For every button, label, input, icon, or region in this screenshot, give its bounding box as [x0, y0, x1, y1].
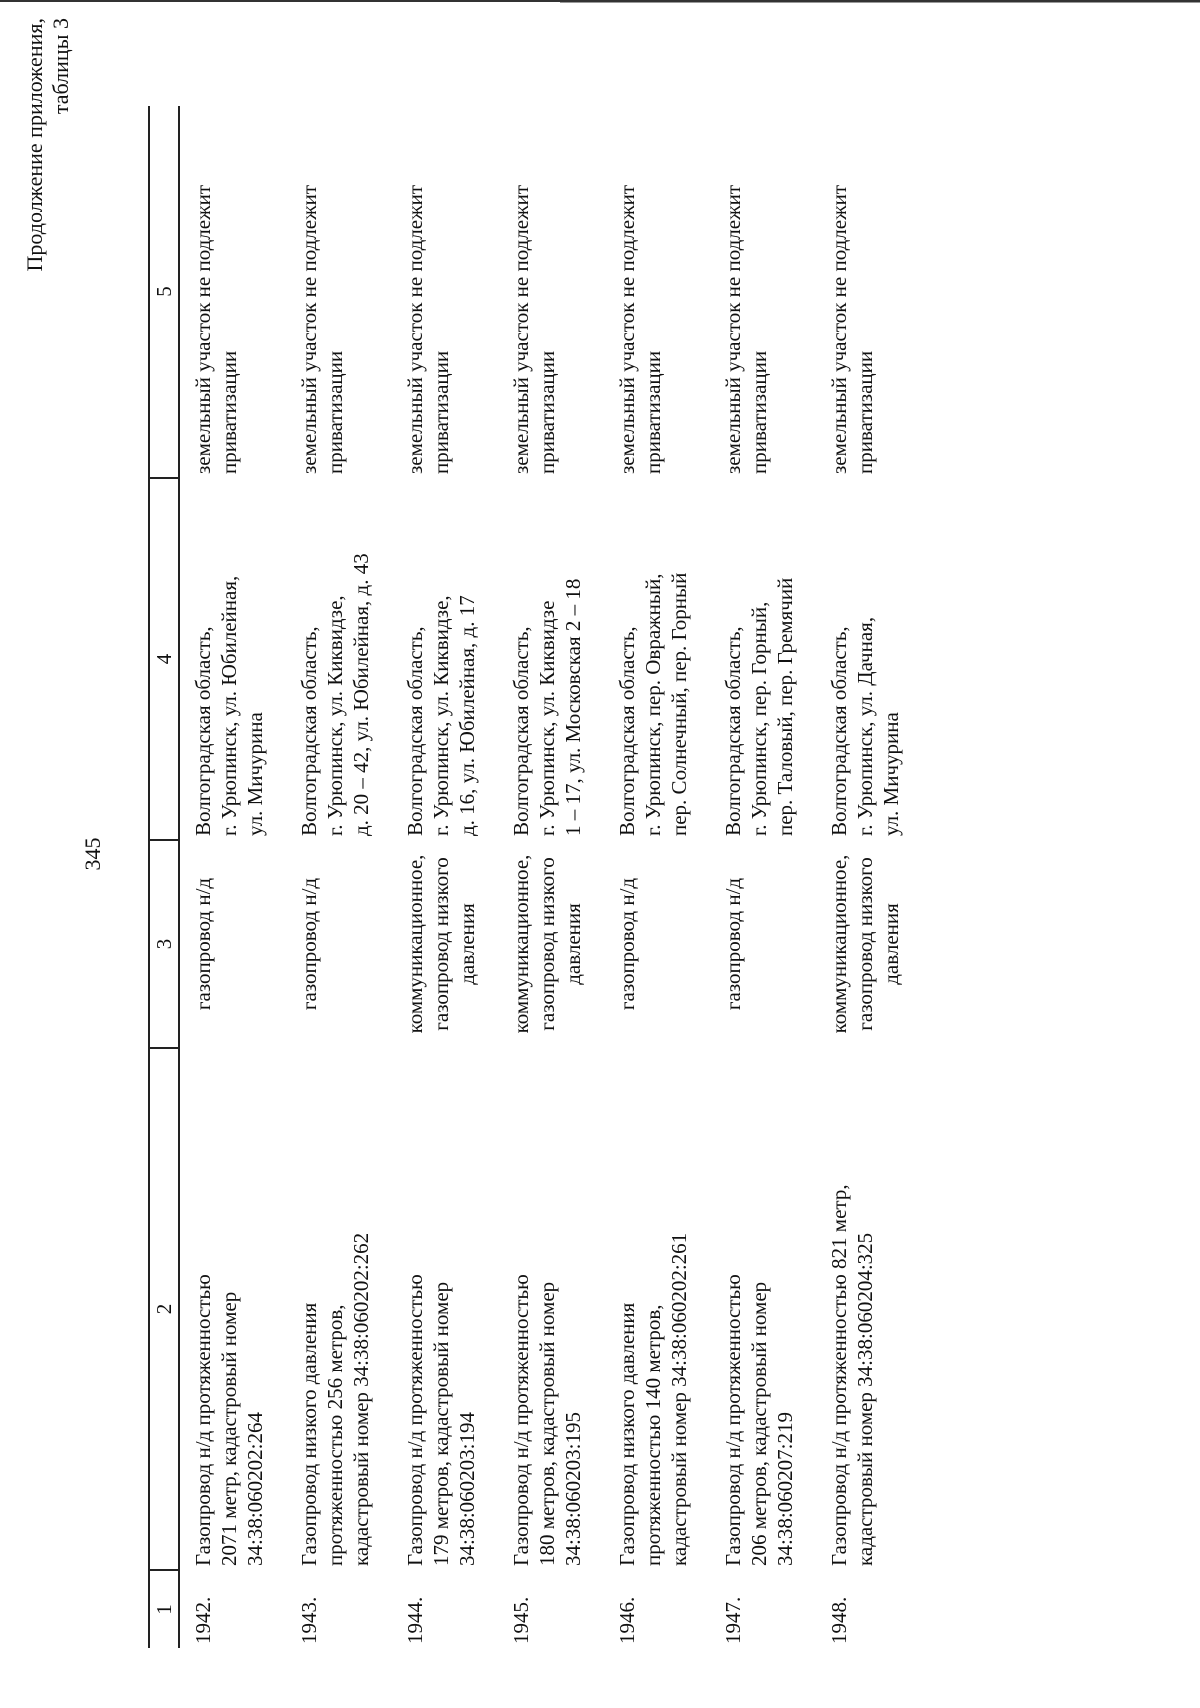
- object-description-line: кадастровый номер 34:38:060202:261: [667, 1232, 691, 1566]
- object-address-line: г. Урюпинск, ул. Киквидзе,: [323, 595, 347, 836]
- object-type-line: коммуникационное,: [827, 854, 851, 1034]
- object-type: [816, 840, 922, 1048]
- table-row: [392, 106, 498, 1648]
- object-address-line: г. Урюпинск, ул. Киквидзе,: [429, 595, 453, 836]
- object-type-line: газопровод низкого: [535, 857, 559, 1031]
- row-number: 1944.: [403, 1596, 427, 1644]
- column-header-5: 5: [149, 106, 179, 478]
- object-address-line: г. Урюпинск, ул. Киквидзе: [535, 600, 559, 836]
- object-address-line: г. Урюпинск, ул. Юбилейная,: [217, 575, 241, 836]
- table-row: [710, 106, 816, 1648]
- continuation-line-2: таблицы 3: [48, 18, 73, 115]
- privatization-note-line: приватизации: [853, 350, 877, 474]
- table-row: [498, 106, 604, 1648]
- table-row: [286, 106, 392, 1648]
- object-address-line: Волгоградская область,: [615, 626, 639, 836]
- privatization-note-line: земельный участок не подлежит: [297, 184, 321, 474]
- continuation-line-1: Продолжение приложения,: [22, 18, 47, 272]
- object-type: [498, 840, 604, 1048]
- object-description: [816, 1048, 922, 1570]
- object-address-line: пер. Таловый, пер. Гремячий: [773, 577, 797, 836]
- object-description-line: 34:38:060203:195: [561, 1411, 585, 1566]
- object-description-line: 34:38:060202:264: [243, 1411, 267, 1566]
- object-address: [498, 478, 604, 840]
- table-body: [179, 106, 922, 1648]
- object-address-line: г. Урюпинск, пер. Горный,: [747, 601, 771, 836]
- object-address: [604, 478, 710, 840]
- privatization-note-line: приватизации: [217, 350, 241, 474]
- object-type-line: давления: [879, 903, 903, 985]
- object-address-line: д. 20 – 42, ул. Юбилейная, д. 43: [349, 553, 373, 836]
- object-description-line: 34:38:060207:219: [773, 1411, 797, 1566]
- object-address-line: г. Урюпинск, пер. Овражный,: [641, 573, 665, 836]
- object-type-line: коммуникационное,: [509, 854, 533, 1034]
- object-type: [286, 840, 392, 1048]
- row-number: 1943.: [297, 1596, 321, 1644]
- object-description: [604, 1048, 710, 1570]
- object-description-line: Газопровод н/д протяженностью: [509, 1274, 533, 1566]
- object-description-line: протяженностью 256 метров,: [323, 1304, 347, 1566]
- privatization-note-line: приватизации: [323, 350, 347, 474]
- object-description-line: кадастровый номер 34:38:060204:325: [853, 1232, 877, 1566]
- object-type-line: газопровод низкого: [853, 857, 877, 1031]
- object-description-line: 34:38:060203:194: [455, 1411, 479, 1566]
- privatization-note: [286, 106, 392, 478]
- row-number: 1947.: [721, 1596, 745, 1644]
- privatization-note: [816, 106, 922, 478]
- row-number: 1945.: [509, 1596, 533, 1644]
- object-address: [179, 478, 286, 840]
- object-description-line: кадастровый номер 34:38:060202:262: [349, 1232, 373, 1566]
- column-header-4: 4: [149, 478, 179, 840]
- object-description-line: 206 метров, кадастровый номер: [747, 1281, 771, 1566]
- object-address-line: Волгоградская область,: [827, 626, 851, 836]
- object-description: [179, 1048, 286, 1570]
- column-header-3: 3: [149, 840, 179, 1048]
- object-description-line: 179 метров, кадастровый номер: [429, 1281, 453, 1566]
- object-description: [286, 1048, 392, 1570]
- object-address-line: Волгоградская область,: [509, 626, 533, 836]
- object-description: [498, 1048, 604, 1570]
- object-type: [604, 840, 710, 1048]
- object-address-line: Волгоградская область,: [191, 626, 215, 836]
- object-description: [710, 1048, 816, 1570]
- object-address-line: пер. Солнечный, пер. Горный: [667, 572, 691, 836]
- privatization-note-line: земельный участок не подлежит: [509, 184, 533, 474]
- continuation-note: [22, 18, 74, 318]
- object-description: [392, 1048, 498, 1570]
- object-address-line: 1 – 17, ул. Московская 2 – 18: [561, 578, 585, 836]
- object-description-line: Газопровод низкого давления: [297, 1302, 321, 1566]
- privatization-note-line: земельный участок не подлежит: [827, 184, 851, 474]
- object-address-line: ул. Мичурина: [879, 712, 903, 836]
- object-type: [392, 840, 498, 1048]
- privatization-note: [179, 106, 286, 478]
- object-address-line: Волгоградская область,: [721, 626, 745, 836]
- object-description-line: Газопровод н/д протяженностью 821 метр,: [827, 1184, 851, 1566]
- table-row: [179, 106, 286, 1648]
- object-address-line: д. 16, ул. Юбилейная, д. 17: [455, 595, 479, 836]
- privatization-note: [392, 106, 498, 478]
- object-type-line: газопровод низкого: [429, 857, 453, 1031]
- object-address: [710, 478, 816, 840]
- privatization-note-line: приватизации: [641, 350, 665, 474]
- table-row: [816, 106, 922, 1648]
- object-address-line: ул. Мичурина: [243, 712, 267, 836]
- object-address: [816, 478, 922, 840]
- object-type-line: давления: [455, 903, 479, 985]
- object-description-line: Газопровод н/д протяженностью: [721, 1274, 745, 1566]
- object-description-line: протяженностью 140 метров,: [641, 1304, 665, 1566]
- object-description-line: Газопровод низкого давления: [615, 1302, 639, 1566]
- object-address: [392, 478, 498, 840]
- object-type: [179, 840, 286, 1048]
- object-type-line: газопровод н/д: [191, 877, 215, 1011]
- data-table: [148, 106, 922, 1648]
- object-description-line: Газопровод н/д протяженностью: [191, 1274, 215, 1566]
- object-type-line: газопровод н/д: [297, 877, 321, 1011]
- object-description-line: Газопровод н/д протяженностью: [403, 1274, 427, 1566]
- object-description-line: 2071 метр, кадастровый номер: [217, 1291, 241, 1566]
- row-number: 1942.: [191, 1596, 215, 1644]
- privatization-note-line: земельный участок не подлежит: [721, 184, 745, 474]
- privatization-note: [710, 106, 816, 478]
- object-type-line: давления: [561, 903, 585, 985]
- privatization-note-line: земельный участок не подлежит: [191, 184, 215, 474]
- privatization-note-line: земельный участок не подлежит: [615, 184, 639, 474]
- column-header-2: 2: [149, 1048, 179, 1570]
- object-description-line: 180 метров, кадастровый номер: [535, 1281, 559, 1566]
- row-number: 1948.: [827, 1596, 851, 1644]
- privatization-note: [498, 106, 604, 478]
- object-type-line: газопровод н/д: [721, 877, 745, 1011]
- column-header-1: 1: [149, 1570, 179, 1648]
- table-header-row: [149, 106, 179, 1648]
- object-address: [286, 478, 392, 840]
- privatization-note-line: приватизации: [535, 350, 559, 474]
- object-type-line: газопровод н/д: [615, 877, 639, 1011]
- row-number: 1946.: [615, 1596, 639, 1644]
- object-address-line: г. Урюпинск, ул. Дачная,: [853, 616, 877, 836]
- object-type-line: коммуникационное,: [403, 854, 427, 1034]
- privatization-note-line: земельный участок не подлежит: [403, 184, 427, 474]
- object-address-line: Волгоградская область,: [403, 626, 427, 836]
- page-number: 345: [80, 837, 105, 871]
- object-type: [710, 840, 816, 1048]
- object-address-line: Волгоградская область,: [297, 626, 321, 836]
- privatization-note-line: приватизации: [429, 350, 453, 474]
- privatization-note: [604, 106, 710, 478]
- table-row: [604, 106, 710, 1648]
- privatization-note-line: приватизации: [747, 350, 771, 474]
